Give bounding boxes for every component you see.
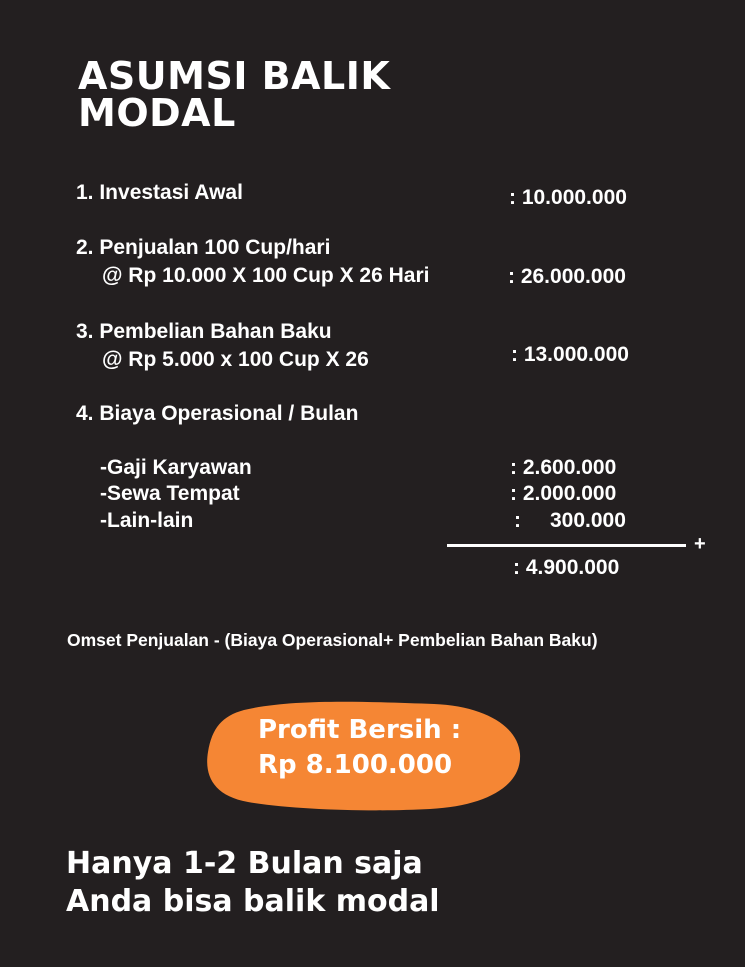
title-line-2: MODAL [78, 91, 236, 135]
item-penjualan-value: : 26.000.000 [508, 265, 626, 288]
profit-formula: Omset Penjualan - (Biaya Operasional+ Pembelian Bahan Baku) [67, 630, 598, 650]
profit-label: Profit Bersih : [258, 715, 462, 745]
plus-sign: + [694, 533, 706, 555]
item-penjualan-detail: @ Rp 10.000 X 100 Cup X 26 Hari [102, 264, 430, 287]
cost-sewa-label: -Sewa Tempat [100, 482, 240, 505]
item-operasional-label: 4. Biaya Operasional / Bulan [76, 402, 359, 425]
profit-value: Rp 8.100.000 [258, 750, 453, 780]
cost-gaji-value: : 2.600.000 [510, 456, 617, 479]
profit-text [258, 713, 461, 783]
item-investasi-label: 1. Investasi Awal [76, 181, 243, 204]
cost-lain-label: -Lain-lain [100, 509, 194, 532]
item-bahan-baku-label: 3. Pembelian Bahan Baku [76, 320, 332, 343]
item-bahan-baku-value: : 13.000.000 [511, 343, 629, 366]
closing-message [66, 845, 440, 921]
title-line-1: ASUMSI BALIK [78, 54, 391, 98]
page-title [78, 54, 391, 135]
cost-sewa-value: : 2.000.000 [510, 482, 617, 505]
item-bahan-baku-detail: @ Rp 5.000 x 100 Cup X 26 [102, 348, 369, 371]
closing-line-2: Anda bisa balik modal [66, 884, 440, 919]
total-operasional-value: : 4.900.000 [513, 556, 620, 579]
cost-lain-value: 300.000 [550, 509, 626, 532]
cost-lain-colon: : [514, 509, 521, 532]
item-penjualan-label: 2. Penjualan 100 Cup/hari [76, 236, 331, 259]
closing-line-1: Hanya 1-2 Bulan saja [66, 846, 423, 881]
cost-gaji-label: -Gaji Karyawan [100, 456, 252, 479]
sum-divider [447, 544, 686, 547]
item-investasi-value: : 10.000.000 [509, 186, 627, 209]
